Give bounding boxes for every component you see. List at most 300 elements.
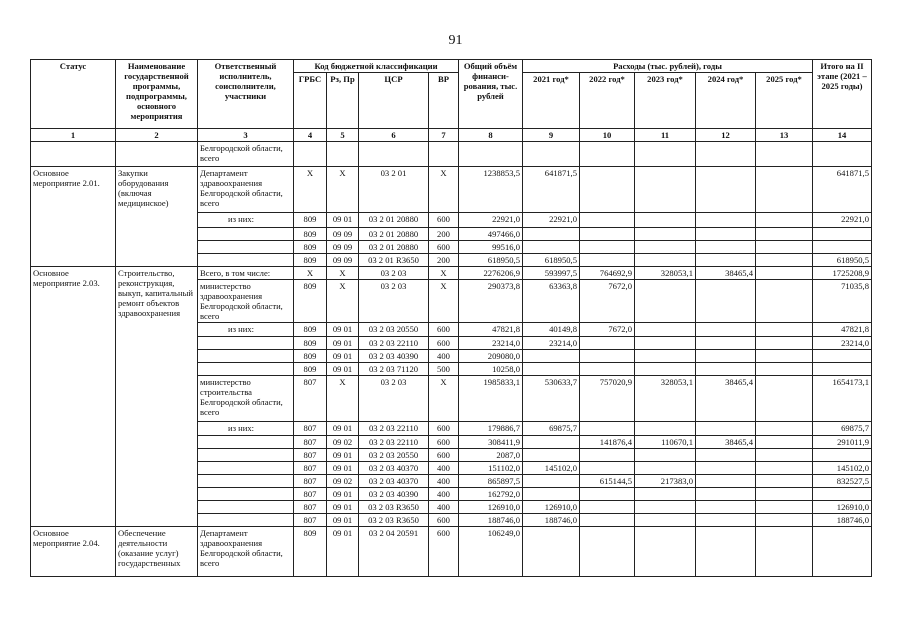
grbs-cell: Х [294, 267, 327, 280]
y2025-cell [756, 527, 813, 577]
rzpr-cell: Х [327, 376, 359, 422]
y2024-cell [696, 241, 756, 254]
header-executor: Ответственный исполнитель, соисполнители, участники [198, 60, 294, 129]
y2022-cell: 764692,9 [580, 267, 635, 280]
status-cell: Основное мероприятие 2.03. [31, 267, 116, 527]
executor-cell [198, 350, 294, 363]
vr-cell: 400 [429, 501, 459, 514]
y2022-cell: 757020,9 [580, 376, 635, 422]
y2021-cell [523, 436, 580, 449]
y2023-cell: 328053,1 [635, 267, 696, 280]
column-number: 8 [459, 129, 523, 142]
rzpr-cell: 09 01 [327, 323, 359, 337]
y2021-cell: 63363,8 [523, 280, 580, 323]
executor-cell [198, 475, 294, 488]
grbs-cell [294, 142, 327, 167]
header-status: Статус [31, 60, 116, 129]
y2025-cell [756, 501, 813, 514]
rzpr-cell: 09 01 [327, 527, 359, 577]
executor-cell [198, 488, 294, 501]
vr-cell: Х [429, 376, 459, 422]
program-name-cell [116, 142, 198, 167]
vr-cell: Х [429, 280, 459, 323]
column-number: 11 [635, 129, 696, 142]
y2021-cell [523, 527, 580, 577]
y2025-cell [756, 241, 813, 254]
y2024-cell: 38465,4 [696, 267, 756, 280]
header-vr: ВР [429, 73, 459, 129]
y2025-cell [756, 475, 813, 488]
y2024-cell [696, 323, 756, 337]
column-number: 5 [327, 129, 359, 142]
rzpr-cell: 09 01 [327, 449, 359, 462]
total-cell: 209080,0 [459, 350, 523, 363]
grbs-cell: 809 [294, 280, 327, 323]
stage2-total-cell: 641871,5 [813, 167, 872, 213]
stage2-total-cell [813, 449, 872, 462]
grbs-cell: 807 [294, 501, 327, 514]
stage2-total-cell [813, 488, 872, 501]
grbs-cell: 809 [294, 228, 327, 241]
csr-cell: 03 2 03 [359, 267, 429, 280]
y2022-cell [580, 514, 635, 527]
y2024-cell [696, 254, 756, 267]
vr-cell: 400 [429, 462, 459, 475]
grbs-cell: 807 [294, 422, 327, 436]
y2025-cell [756, 422, 813, 436]
header-2022: 2022 год* [580, 73, 635, 129]
y2023-cell [635, 501, 696, 514]
y2021-cell: 618950,5 [523, 254, 580, 267]
csr-cell: 03 2 03 22110 [359, 436, 429, 449]
total-cell: 188746,0 [459, 514, 523, 527]
y2024-cell [696, 488, 756, 501]
column-number: 6 [359, 129, 429, 142]
y2025-cell [756, 436, 813, 449]
total-cell: 1238853,5 [459, 167, 523, 213]
vr-cell: 600 [429, 241, 459, 254]
rzpr-cell: Х [327, 167, 359, 213]
grbs-cell: 807 [294, 449, 327, 462]
y2023-cell [635, 462, 696, 475]
y2023-cell [635, 514, 696, 527]
y2025-cell [756, 514, 813, 527]
column-number: 12 [696, 129, 756, 142]
vr-cell: 600 [429, 527, 459, 577]
executor-cell: министерство строительства Белгородской области, всего [198, 376, 294, 422]
rzpr-cell: Х [327, 267, 359, 280]
rzpr-cell: 09 01 [327, 213, 359, 228]
y2022-cell [580, 142, 635, 167]
header-name: Наименование государственной программы, подпрограммы, основного мероприятия [116, 60, 198, 129]
y2025-cell [756, 376, 813, 422]
y2023-cell [635, 337, 696, 350]
rzpr-cell: 09 01 [327, 514, 359, 527]
y2022-cell [580, 462, 635, 475]
y2022-cell: 7672,0 [580, 280, 635, 323]
y2024-cell [696, 350, 756, 363]
csr-cell: 03 2 03 40370 [359, 475, 429, 488]
y2024-cell [696, 337, 756, 350]
y2021-cell: 530633,7 [523, 376, 580, 422]
y2021-cell: 188746,0 [523, 514, 580, 527]
y2024-cell [696, 462, 756, 475]
stage2-total-cell [813, 350, 872, 363]
column-number: 4 [294, 129, 327, 142]
csr-cell: 03 2 03 20550 [359, 449, 429, 462]
status-cell: Основное мероприятие 2.01. [31, 167, 116, 267]
total-cell: 47821,8 [459, 323, 523, 337]
csr-cell: 03 2 01 20880 [359, 213, 429, 228]
executor-cell: из них: [198, 323, 294, 337]
header-2021: 2021 год* [523, 73, 580, 129]
stage2-total-cell: 188746,0 [813, 514, 872, 527]
y2025-cell [756, 462, 813, 475]
y2024-cell: 38465,4 [696, 436, 756, 449]
total-cell: 618950,5 [459, 254, 523, 267]
y2023-cell [635, 167, 696, 213]
status-cell: Основное мероприятие 2.04. [31, 527, 116, 577]
y2025-cell [756, 213, 813, 228]
table-row [31, 527, 872, 577]
rzpr-cell: Х [327, 280, 359, 323]
y2023-cell [635, 363, 696, 376]
y2024-cell [696, 363, 756, 376]
program-name-cell: Строительство, реконструкция, выкуп, капитальный ремонт объектов здравоохранения [116, 267, 198, 527]
total-cell: 2087,0 [459, 449, 523, 462]
grbs-cell: 807 [294, 376, 327, 422]
y2024-cell [696, 527, 756, 577]
rzpr-cell: 09 01 [327, 363, 359, 376]
grbs-cell: Х [294, 167, 327, 213]
y2023-cell: 217383,0 [635, 475, 696, 488]
y2024-cell [696, 228, 756, 241]
y2025-cell [756, 280, 813, 323]
vr-cell: 500 [429, 363, 459, 376]
header-2023: 2023 год* [635, 73, 696, 129]
column-number: 1 [31, 129, 116, 142]
header-expenses: Расходы (тыс. рублей), годы [523, 60, 813, 73]
y2022-cell [580, 449, 635, 462]
vr-cell: 600 [429, 422, 459, 436]
total-cell: 23214,0 [459, 337, 523, 350]
y2023-cell [635, 350, 696, 363]
total-cell: 179886,7 [459, 422, 523, 436]
y2024-cell [696, 280, 756, 323]
csr-cell: 03 2 03 R3650 [359, 501, 429, 514]
executor-cell: Всего, в том числе: [198, 267, 294, 280]
y2025-cell [756, 267, 813, 280]
rzpr-cell: 09 09 [327, 228, 359, 241]
column-number-row [31, 129, 872, 142]
grbs-cell: 809 [294, 337, 327, 350]
y2023-cell [635, 488, 696, 501]
y2022-cell [580, 254, 635, 267]
vr-cell: 400 [429, 350, 459, 363]
y2023-cell [635, 241, 696, 254]
column-number: 9 [523, 129, 580, 142]
stage2-total-cell: 618950,5 [813, 254, 872, 267]
csr-cell: 03 2 03 40390 [359, 488, 429, 501]
header-total: Общий объём финанси-рования, тыс. рублей [459, 60, 523, 129]
y2023-cell [635, 527, 696, 577]
y2025-cell [756, 449, 813, 462]
budget-table [30, 59, 872, 577]
y2023-cell [635, 422, 696, 436]
total-cell: 106249,0 [459, 527, 523, 577]
y2022-cell [580, 422, 635, 436]
csr-cell: 03 2 03 71120 [359, 363, 429, 376]
page-number: 91 [448, 33, 463, 48]
grbs-cell: 807 [294, 514, 327, 527]
y2022-cell [580, 527, 635, 577]
y2022-cell [580, 350, 635, 363]
stage2-total-cell: 22921,0 [813, 213, 872, 228]
vr-cell: 600 [429, 323, 459, 337]
column-number: 2 [116, 129, 198, 142]
y2023-cell [635, 213, 696, 228]
executor-cell: Департамент здравоохранения Белгородской области, всего [198, 167, 294, 213]
y2021-cell [523, 241, 580, 254]
grbs-cell: 809 [294, 323, 327, 337]
y2022-cell: 7672,0 [580, 323, 635, 337]
executor-cell: министерство здравоохранения Белгородской области, всего [198, 280, 294, 323]
y2022-cell [580, 213, 635, 228]
executor-cell: Департамент здравоохранения Белгородской области, всего [198, 527, 294, 577]
y2022-cell [580, 337, 635, 350]
table-row [31, 267, 872, 280]
vr-cell: 400 [429, 475, 459, 488]
executor-cell [198, 514, 294, 527]
column-number: 14 [813, 129, 872, 142]
csr-cell: 03 2 03 22110 [359, 337, 429, 350]
y2021-cell: 22921,0 [523, 213, 580, 228]
column-number: 3 [198, 129, 294, 142]
stage2-total-cell: 71035,8 [813, 280, 872, 323]
grbs-cell: 809 [294, 254, 327, 267]
y2024-cell [696, 422, 756, 436]
rzpr-cell: 09 02 [327, 436, 359, 449]
y2022-cell: 615144,5 [580, 475, 635, 488]
y2022-cell [580, 488, 635, 501]
y2025-cell [756, 350, 813, 363]
csr-cell [359, 142, 429, 167]
csr-cell: 03 2 01 [359, 167, 429, 213]
y2025-cell [756, 254, 813, 267]
total-cell: 22921,0 [459, 213, 523, 228]
executor-cell [198, 254, 294, 267]
executor-cell [198, 436, 294, 449]
executor-cell [198, 337, 294, 350]
csr-cell: 03 2 01 20880 [359, 241, 429, 254]
y2021-cell [523, 449, 580, 462]
vr-cell: 600 [429, 213, 459, 228]
total-cell [459, 142, 523, 167]
rzpr-cell: 09 02 [327, 475, 359, 488]
y2025-cell [756, 167, 813, 213]
rzpr-cell: 09 09 [327, 241, 359, 254]
total-cell: 2276206,9 [459, 267, 523, 280]
y2024-cell [696, 475, 756, 488]
y2021-cell [523, 363, 580, 376]
y2023-cell [635, 280, 696, 323]
header-2025: 2025 год* [756, 73, 813, 129]
executor-cell [198, 501, 294, 514]
y2022-cell [580, 363, 635, 376]
table-row [31, 167, 872, 213]
grbs-cell: 809 [294, 527, 327, 577]
grbs-cell: 809 [294, 213, 327, 228]
csr-cell: 03 2 03 [359, 280, 429, 323]
y2021-cell: 641871,5 [523, 167, 580, 213]
total-cell: 126910,0 [459, 501, 523, 514]
stage2-total-cell: 291011,9 [813, 436, 872, 449]
executor-cell: Белгородской области, всего [198, 142, 294, 167]
stage2-total-cell [813, 363, 872, 376]
column-number: 10 [580, 129, 635, 142]
y2021-cell [523, 475, 580, 488]
y2021-cell: 593997,5 [523, 267, 580, 280]
vr-cell: 600 [429, 449, 459, 462]
executor-cell: из них: [198, 422, 294, 436]
y2021-cell: 23214,0 [523, 337, 580, 350]
y2024-cell [696, 449, 756, 462]
stage2-total-cell: 832527,5 [813, 475, 872, 488]
y2024-cell [696, 514, 756, 527]
grbs-cell: 807 [294, 475, 327, 488]
y2023-cell [635, 323, 696, 337]
executor-cell [198, 363, 294, 376]
y2024-cell [696, 142, 756, 167]
executor-cell: из них: [198, 213, 294, 228]
y2021-cell [523, 488, 580, 501]
stage2-total-cell: 145102,0 [813, 462, 872, 475]
csr-cell: 03 2 03 22110 [359, 422, 429, 436]
stage2-total-cell [813, 142, 872, 167]
rzpr-cell: 09 01 [327, 337, 359, 350]
vr-cell: 400 [429, 488, 459, 501]
y2025-cell [756, 488, 813, 501]
header-budget-code: Код бюджетной классификации [294, 60, 459, 73]
header-rzpr: Рз, Пр [327, 73, 359, 129]
vr-cell [429, 142, 459, 167]
header-stage2: Итого на II этапе (2021 – 2025 годы) [813, 60, 872, 129]
y2024-cell: 38465,4 [696, 376, 756, 422]
y2021-cell: 126910,0 [523, 501, 580, 514]
y2021-cell [523, 142, 580, 167]
grbs-cell: 807 [294, 462, 327, 475]
vr-cell: 600 [429, 337, 459, 350]
y2025-cell [756, 363, 813, 376]
y2021-cell [523, 350, 580, 363]
total-cell: 162792,0 [459, 488, 523, 501]
stage2-total-cell: 69875,7 [813, 422, 872, 436]
table-row [31, 142, 872, 167]
total-cell: 290373,8 [459, 280, 523, 323]
stage2-total-cell [813, 527, 872, 577]
executor-cell [198, 228, 294, 241]
y2023-cell [635, 254, 696, 267]
csr-cell: 03 2 03 40370 [359, 462, 429, 475]
stage2-total-cell: 126910,0 [813, 501, 872, 514]
y2021-cell: 69875,7 [523, 422, 580, 436]
csr-cell: 03 2 01 20880 [359, 228, 429, 241]
vr-cell: 200 [429, 254, 459, 267]
y2023-cell [635, 228, 696, 241]
header-grbs: ГРБС [294, 73, 327, 129]
vr-cell: 600 [429, 436, 459, 449]
y2025-cell [756, 337, 813, 350]
y2023-cell: 328053,1 [635, 376, 696, 422]
rzpr-cell: 09 01 [327, 350, 359, 363]
rzpr-cell: 09 01 [327, 422, 359, 436]
total-cell: 151102,0 [459, 462, 523, 475]
stage2-total-cell: 1725208,9 [813, 267, 872, 280]
header-csr: ЦСР [359, 73, 429, 129]
total-cell: 308411,9 [459, 436, 523, 449]
stage2-total-cell: 47821,8 [813, 323, 872, 337]
csr-cell: 03 2 03 R3650 [359, 514, 429, 527]
y2023-cell [635, 449, 696, 462]
y2023-cell [635, 142, 696, 167]
program-name-cell: Закупки оборудования (включая медицинское) [116, 167, 198, 267]
vr-cell: 200 [429, 228, 459, 241]
grbs-cell: 809 [294, 241, 327, 254]
stage2-total-cell [813, 228, 872, 241]
y2024-cell [696, 213, 756, 228]
vr-cell: 600 [429, 514, 459, 527]
csr-cell: 03 2 01 R3650 [359, 254, 429, 267]
y2021-cell: 40149,8 [523, 323, 580, 337]
grbs-cell: 807 [294, 488, 327, 501]
stage2-total-cell: 1654173,1 [813, 376, 872, 422]
y2025-cell [756, 142, 813, 167]
total-cell: 1985833,1 [459, 376, 523, 422]
executor-cell [198, 241, 294, 254]
rzpr-cell [327, 142, 359, 167]
rzpr-cell: 09 01 [327, 462, 359, 475]
y2022-cell: 141876,4 [580, 436, 635, 449]
rzpr-cell: 09 01 [327, 488, 359, 501]
y2022-cell [580, 167, 635, 213]
executor-cell [198, 462, 294, 475]
total-cell: 10258,0 [459, 363, 523, 376]
y2022-cell [580, 501, 635, 514]
stage2-total-cell [813, 241, 872, 254]
y2021-cell: 145102,0 [523, 462, 580, 475]
vr-cell: Х [429, 267, 459, 280]
y2024-cell [696, 501, 756, 514]
y2023-cell: 110670,1 [635, 436, 696, 449]
total-cell: 99516,0 [459, 241, 523, 254]
grbs-cell: 807 [294, 436, 327, 449]
rzpr-cell: 09 09 [327, 254, 359, 267]
total-cell: 865897,5 [459, 475, 523, 488]
rzpr-cell: 09 01 [327, 501, 359, 514]
y2021-cell [523, 228, 580, 241]
total-cell: 497466,0 [459, 228, 523, 241]
stage2-total-cell: 23214,0 [813, 337, 872, 350]
y2022-cell [580, 241, 635, 254]
executor-cell [198, 449, 294, 462]
grbs-cell: 809 [294, 350, 327, 363]
csr-cell: 03 2 03 40390 [359, 350, 429, 363]
y2022-cell [580, 228, 635, 241]
program-name-cell: Обеспечение деятельности (оказание услуг) государственных [116, 527, 198, 577]
column-number: 7 [429, 129, 459, 142]
y2025-cell [756, 228, 813, 241]
header-2024: 2024 год* [696, 73, 756, 129]
